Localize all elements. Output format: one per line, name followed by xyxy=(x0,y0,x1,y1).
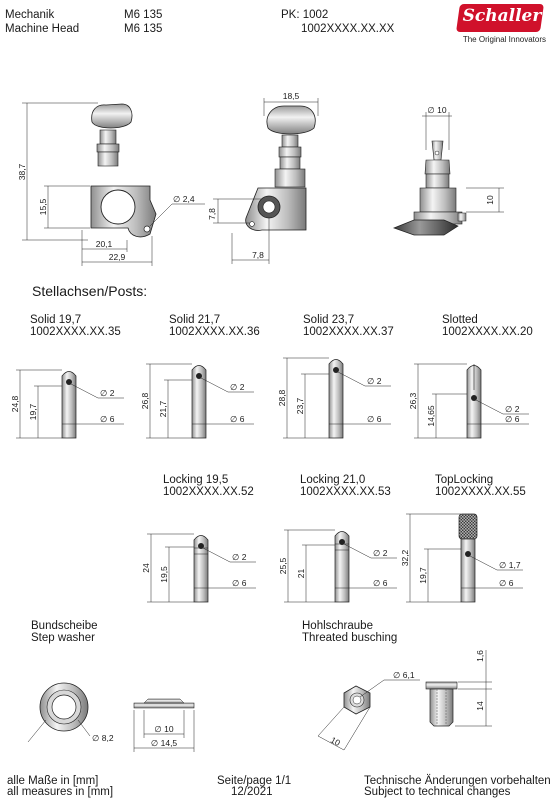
post-code-6: 1002XXXX.XX.53 xyxy=(300,486,391,498)
post-total-dim-1: 24,8 xyxy=(10,395,20,413)
dim-side-diameter: ∅ 10 xyxy=(427,105,447,115)
post-name-5: Locking 19,5 xyxy=(163,474,229,486)
post-total-dim-4: 26,3 xyxy=(408,392,418,410)
post-dia-dim-4: ∅ 6 xyxy=(505,414,520,424)
logo-tagline: The Original Innovators xyxy=(462,35,546,44)
header-article-code: 1002XXXX.XX.XX xyxy=(301,23,395,35)
post-code-2: 1002XXXX.XX.36 xyxy=(169,326,260,338)
post-length-dim-3: 23,7 xyxy=(295,397,305,415)
post-code-3: 1002XXXX.XX.37 xyxy=(303,326,394,338)
post-name-7: TopLocking xyxy=(435,474,494,486)
bushing-side-dimension-lines xyxy=(455,650,492,726)
bushing-dim-flange: 1,6 xyxy=(475,650,485,662)
dim-side-height: 10 xyxy=(485,195,495,205)
post-dia-dim-3: ∅ 6 xyxy=(367,414,382,424)
header-pk: PK: 1002 xyxy=(281,9,329,21)
bushing-dim-dia: ∅ 6,1 xyxy=(393,670,415,680)
post-total-dim-3: 28,8 xyxy=(277,389,287,407)
washer-title-en: Step washer xyxy=(31,632,95,644)
post-dia-dim-2: ∅ 6 xyxy=(230,414,245,424)
hex-bushing-top xyxy=(344,686,370,714)
footer-page: Seite/page 1/1 xyxy=(217,775,292,787)
post-hole-dim-2: ∅ 2 xyxy=(230,382,245,392)
bushing-dim-hex: 10 xyxy=(328,734,342,748)
post-length-dim-5: 19,5 xyxy=(159,566,169,583)
header-product-en: Machine Head xyxy=(5,23,80,35)
post-hole-dim-1: ∅ 2 xyxy=(100,388,115,398)
footer-units-de: alle Maße in [mm] xyxy=(7,775,99,787)
bushing-dim-length: 14 xyxy=(475,701,485,711)
footer-date: 12/2021 xyxy=(231,786,273,798)
footer-notice-en: Subject to technical changes xyxy=(364,786,511,798)
post-length-dim-6: 21 xyxy=(296,568,306,579)
busching-title-en: Threated busching xyxy=(302,632,398,644)
post-dia-dim-7: ∅ 6 xyxy=(499,578,514,588)
post-code-1: 1002XXXX.XX.35 xyxy=(30,326,121,338)
header-model-2: M6 135 xyxy=(124,23,163,35)
washer-dim-outer: ∅ 14,5 xyxy=(150,738,178,748)
post-hole-dim-5: ∅ 2 xyxy=(232,552,247,562)
post-hole-dim-6: ∅ 2 xyxy=(373,548,388,558)
logo-wordmark: Schaller xyxy=(462,6,542,26)
dim-width-1: 20,1 xyxy=(95,239,113,249)
washer-title-de: Bundscheibe xyxy=(31,620,98,632)
washer-dim-inner: ∅ 8,2 xyxy=(92,733,114,743)
post-total-dim-2: 26,8 xyxy=(140,392,150,410)
post-name-2: Solid 21,7 xyxy=(169,314,221,326)
dim-total-height: 38,7 xyxy=(17,163,27,181)
post-code-5: 1002XXXX.XX.52 xyxy=(163,486,254,498)
post-dia-dim-5: ∅ 6 xyxy=(232,578,247,588)
post-length-dim-1: 19,7 xyxy=(28,403,38,421)
hex-bushing-side xyxy=(426,682,457,726)
post-hole-dim-7: ∅ 1,7 xyxy=(499,560,521,570)
dim-top-width: 18,5 xyxy=(282,91,300,101)
posts-heading: Stellachsen/Posts: xyxy=(32,283,148,299)
post-total-dim-6: 25,5 xyxy=(278,557,288,575)
post-length-dim-7: 19,7 xyxy=(418,567,428,584)
step-washer-side xyxy=(134,699,194,708)
post-dia-dim-1: ∅ 6 xyxy=(100,414,115,424)
post-hole-dim-3: ∅ 2 xyxy=(367,376,382,386)
post-total-dim-5: 24 xyxy=(141,563,151,573)
post-code-4: 1002XXXX.XX.20 xyxy=(442,326,533,338)
dim-hole: ∅ 2,4 xyxy=(173,194,195,204)
post-dia-dim-6: ∅ 6 xyxy=(373,578,388,588)
post-name-1: Solid 19,7 xyxy=(30,314,82,326)
post-code-7: 1002XXXX.XX.55 xyxy=(435,486,526,498)
post-hole-dim-4: ∅ 2 xyxy=(505,404,520,414)
post-name-4: Slotted xyxy=(442,314,478,326)
post-length-dim-2: 21,7 xyxy=(158,400,168,418)
dim-body-height: 15,5 xyxy=(38,198,48,216)
post-total-dim-7: 32,2 xyxy=(400,549,410,567)
dim-width-2: 22,9 xyxy=(108,252,126,262)
footer-units-en: all measures in [mm] xyxy=(7,786,114,798)
post-name-6: Locking 21,0 xyxy=(300,474,366,486)
dim-post-height: 7,8 xyxy=(207,208,217,220)
header-model-1: M6 135 xyxy=(124,9,163,21)
footer-notice-de: Technische Änderungen vorbehalten xyxy=(364,775,551,787)
dim-post-offset: 7,8 xyxy=(252,250,264,260)
header-product-de: Mechanik xyxy=(5,9,55,21)
post-name-3: Solid 23,7 xyxy=(303,314,355,326)
washer-dim-mid: ∅ 10 xyxy=(154,724,174,734)
post-length-dim-4: 14,65 xyxy=(426,405,436,427)
busching-title-de: Hohlschraube xyxy=(302,620,373,632)
